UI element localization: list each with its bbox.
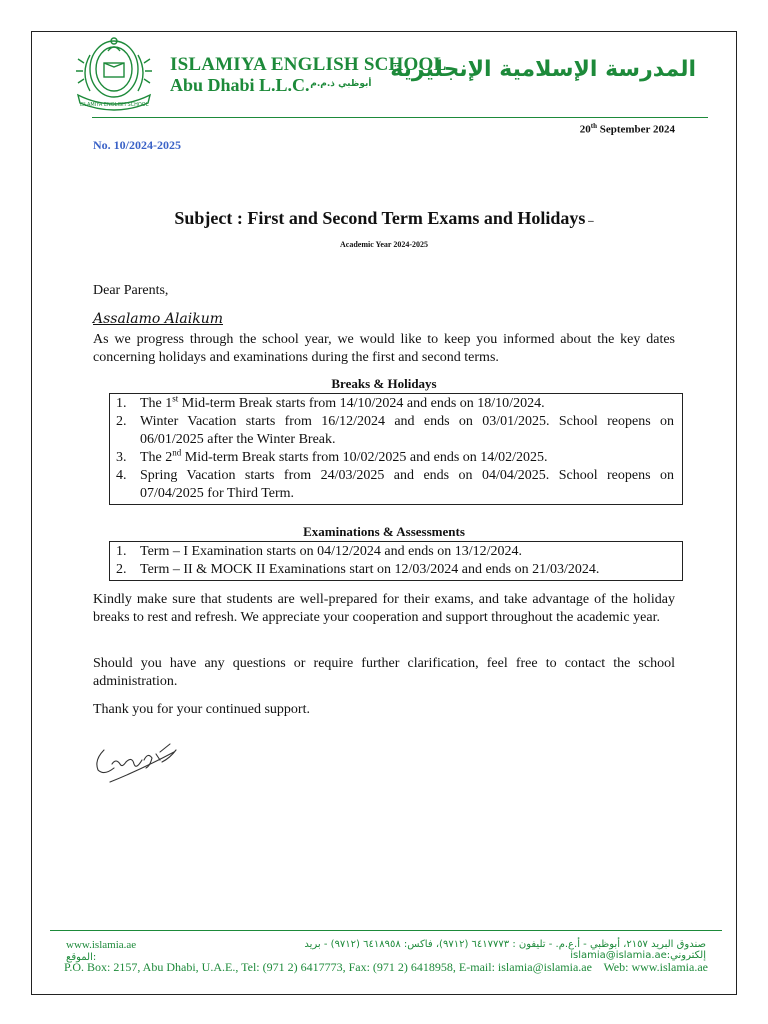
svg-text:ISLAMIYA ENGLISH SCHOOL: ISLAMIYA ENGLISH SCHOOL bbox=[79, 102, 149, 108]
breaks-list bbox=[116, 395, 674, 503]
page-border bbox=[31, 31, 737, 995]
footer-contact-arabic: صندوق البريد ٢١٥٧، أبوظبي - أ.ع.م. - تليفون : ٦٤١٧٧٧٣ (٩٧١٢)، فاكس: ٦٤١٨٩٥٨ (٩٧١٢) - بريد إلكتروني:islamia@islamia.ae bbox=[304, 939, 706, 961]
breaks-title: Breaks & Holidays bbox=[331, 376, 437, 391]
footer-rule bbox=[50, 930, 722, 931]
closing-paragraph-1: Kindly make sure that students are well-prepared for their exams, and take advantage of the holiday breaks to rest and refresh. We appreciate your cooperation and support throughout the academic year. bbox=[93, 592, 675, 625]
list-item bbox=[116, 395, 674, 413]
list-text: The 2nd Mid-term Break starts from 10/02/2025 and ends on 14/02/2025. bbox=[140, 447, 548, 465]
school-name-arabic-main: المدرسة الإسلامية الإنجليزية bbox=[390, 57, 696, 82]
list-number: 2. bbox=[116, 562, 127, 577]
list-text: The 1st Mid-term Break starts from 14/10/2024 and ends on 18/10/2024. bbox=[140, 393, 545, 411]
list-number: 1. bbox=[116, 396, 127, 411]
school-name-arabic bbox=[310, 57, 696, 89]
footer-address: P.O. Box: 2157, Abu Dhabi, U.A.E., Tel: (971 2) 6417773, Fax: (971 2) 6418958, E-mail: islamia@islamia.ae bbox=[64, 960, 592, 974]
exams-list-box bbox=[109, 541, 683, 581]
date-rest: September 2024 bbox=[596, 123, 675, 136]
school-city-arabic: أبوظبي ذ.م.م bbox=[310, 79, 372, 89]
signature bbox=[90, 738, 190, 793]
academic-year: Academic Year 2024-2025 bbox=[340, 240, 428, 249]
list-text: Term – I Examination starts on 04/12/2024 and ends on 13/12/2024. bbox=[140, 544, 523, 559]
school-name-line1: ISLAMIYA ENGLISH SCHOOL bbox=[170, 54, 447, 75]
breaks-list-box bbox=[109, 393, 683, 505]
list-number: 2. bbox=[116, 414, 127, 429]
greeting: Dear Parents, bbox=[93, 283, 169, 298]
letter-date bbox=[580, 122, 675, 136]
closing-paragraph-2: Should you have any questions or require further clarification, feel free to contact the school administration. bbox=[93, 656, 675, 689]
school-name-line2: Abu Dhabi L.L.C. bbox=[170, 75, 310, 95]
list-number: 3. bbox=[116, 450, 127, 465]
closing-paragraph-3: Thank you for your continued support. bbox=[93, 702, 310, 717]
exams-title: Examinations & Assessments bbox=[303, 524, 465, 539]
list-number: 4. bbox=[116, 468, 127, 483]
footer-web: Web: www.islamia.ae bbox=[603, 960, 708, 974]
list-item bbox=[116, 543, 674, 561]
footer-website-url: www.islamia.ae bbox=[66, 939, 137, 951]
list-item bbox=[116, 449, 674, 467]
footer-line-2 bbox=[64, 960, 708, 975]
list-text: Term – II & MOCK II Examinations start on 12/03/2024 and ends on 21/03/2024. bbox=[140, 562, 600, 577]
intro-paragraph: As we progress through the school year, we would like to keep you informed about the key dates concerning holidays and examinations during the first and second terms. bbox=[93, 332, 675, 365]
list-text: Spring Vacation starts from 24/03/2025 and ends on 04/04/2025. School reopens on 07/04/2025 for Third Term. bbox=[140, 468, 674, 501]
header-rule bbox=[92, 117, 708, 118]
date-suffix: th bbox=[590, 122, 597, 130]
list-item bbox=[116, 413, 674, 449]
date-day: 20 bbox=[579, 123, 591, 136]
list-item bbox=[116, 467, 674, 503]
salutation: Assalamo Alaikum bbox=[93, 311, 223, 327]
subject-heading bbox=[0, 208, 768, 229]
list-text: Winter Vacation starts from 16/12/2024 and ends on 03/01/2025. School reopens on 06/01/2025 after the Winter Break. bbox=[140, 414, 674, 447]
reference-number: No. 10/2024-2025 bbox=[93, 138, 181, 152]
subject-text: Subject : First and Second Term Exams and Holidays bbox=[174, 208, 586, 228]
list-item bbox=[116, 561, 674, 579]
footer-website-label-ar: الموقع: bbox=[66, 952, 97, 963]
subject-dash: – bbox=[585, 215, 594, 227]
exams-list bbox=[116, 543, 674, 579]
school-logo-icon bbox=[70, 33, 158, 111]
list-number: 1. bbox=[116, 544, 127, 559]
